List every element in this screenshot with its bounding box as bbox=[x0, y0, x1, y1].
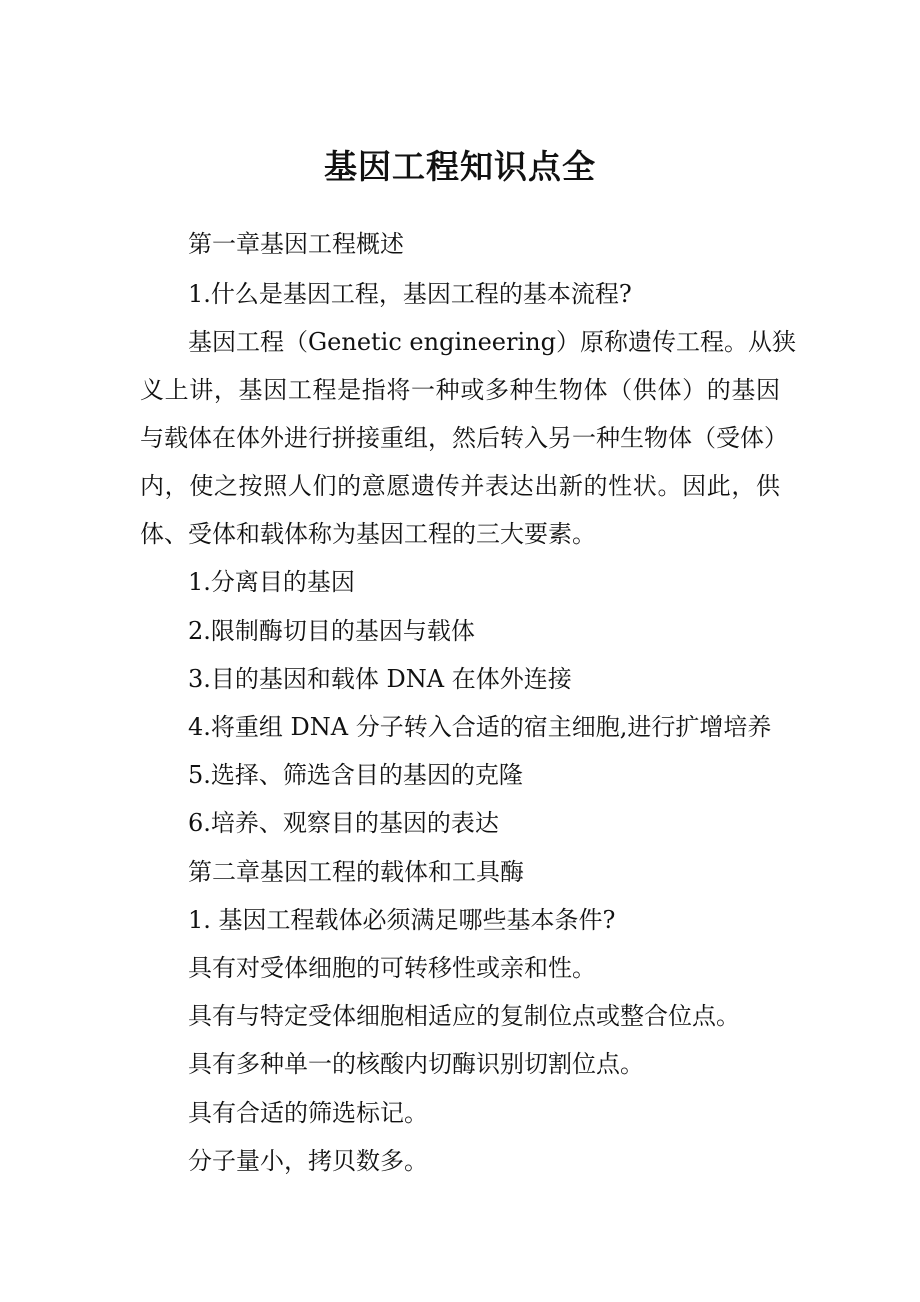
list-item: 6.培养、观察目的基因的表达 bbox=[188, 809, 499, 837]
paragraph-line: 义上讲，基因工程是指将一种或多种生物体（供体）的基因 bbox=[140, 376, 780, 404]
list-item: 具有多种单一的核酸内切酶识别切割位点。 bbox=[188, 1050, 644, 1078]
list-item: 分子量小，拷贝数多。 bbox=[188, 1147, 428, 1175]
list-item: 具有对受体细胞的可转移性或亲和性。 bbox=[188, 954, 596, 982]
paragraph-line: 与载体在体外进行拼接重组，然后转入另一种生物体（受体） bbox=[140, 424, 788, 452]
question-heading: 1.什么是基因工程，基因工程的基本流程? bbox=[188, 280, 632, 308]
paragraph-line: 体、受体和载体称为基因工程的三大要素。 bbox=[140, 520, 596, 548]
document-title: 基因工程知识点全 bbox=[324, 147, 596, 186]
list-item: 2.限制酶切目的基因与载体 bbox=[188, 617, 475, 645]
list-item: 1.分离目的基因 bbox=[188, 568, 355, 596]
list-item: 4.将重组 DNA 分子转入合适的宿主细胞,进行扩增培养 bbox=[188, 713, 772, 741]
list-item: 具有合适的筛选标记。 bbox=[188, 1099, 428, 1127]
paragraph-line: 内，使之按照人们的意愿遗传并表达出新的性状。因此，供 bbox=[140, 472, 780, 500]
question-heading: 1. 基因工程载体必须满足哪些基本条件? bbox=[188, 906, 616, 934]
list-item: 具有与特定受体细胞相适应的复制位点或整合位点。 bbox=[188, 1002, 740, 1030]
chapter-heading: 第一章基因工程概述 bbox=[188, 230, 404, 258]
paragraph-line: 基因工程（Genetic engineering）原称遗传工程。从狭 bbox=[188, 328, 796, 356]
chapter-heading: 第二章基因工程的载体和工具酶 bbox=[188, 858, 524, 886]
list-item: 3.目的基因和载体 DNA 在体外连接 bbox=[188, 665, 572, 693]
list-item: 5.选择、筛选含目的基因的克隆 bbox=[188, 761, 523, 789]
